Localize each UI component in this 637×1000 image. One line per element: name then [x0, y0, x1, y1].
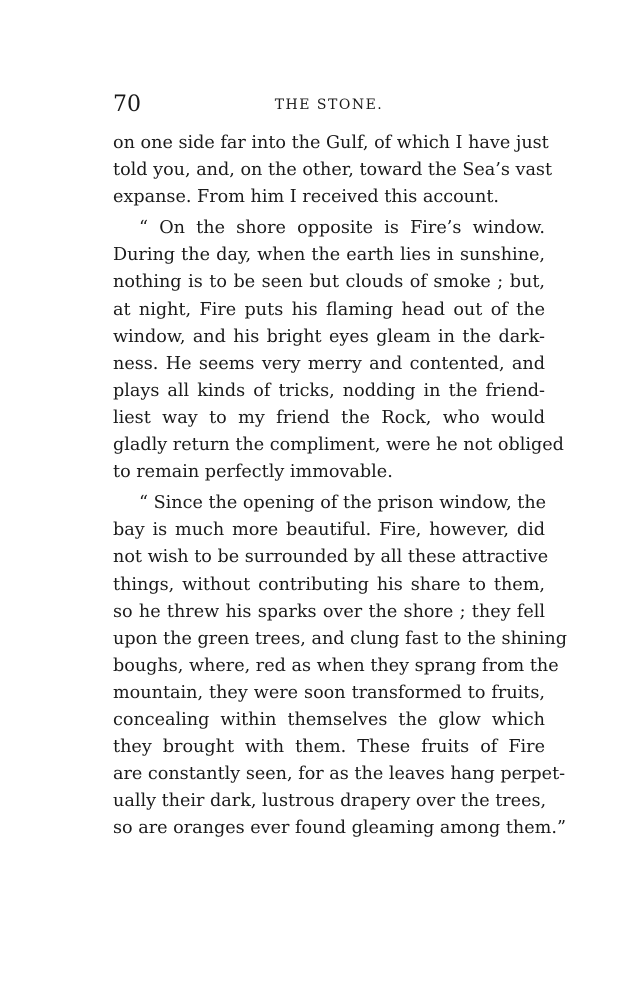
text-line: ness. He seems very merry and contented, and — [113, 353, 545, 374]
text-line: ually their dark, lustrous drapery over the trees, — [113, 791, 547, 812]
text-line: to remain perfectly immovable. — [113, 462, 393, 483]
text-line: mountain, they were soon transformed to fruits, — [113, 682, 545, 703]
text-line: not wish to be surrounded by all these attractive — [113, 547, 549, 568]
text-line: they brought with them. These fruits of Fire — [113, 737, 545, 758]
text-line: “ On the shore opposite is Fire’s window. — [139, 218, 545, 239]
text-line: so he threw his sparks over the shore ; they fell — [113, 601, 545, 622]
text-line: window, and his bright eyes gleam in the dark- — [113, 326, 545, 347]
page-number: 70 — [113, 92, 141, 117]
text-line: are constantly seen, for as the leaves hang perpet- — [113, 764, 566, 785]
text-line: so are oranges ever found gleaming among them.” — [113, 818, 566, 839]
text-line: boughs, where, red as when they sprang from the — [113, 655, 559, 676]
text-line: told you, and, on the other, toward the Sea’s vast — [113, 160, 553, 181]
text-line: gladly return the compliment, were he not obliged — [113, 435, 564, 456]
text-line: “ Since the opening of the prison window, the — [139, 493, 547, 514]
paragraph-1 — [113, 130, 553, 211]
text-line: expanse. From him I received this account. — [113, 187, 499, 208]
text-line: plays all kinds of tricks, nodding in the friend- — [113, 380, 545, 401]
paragraph-3 — [113, 490, 568, 842]
text-line: bay is much more beautiful. Fire, however, did — [113, 520, 545, 541]
text-line: upon the green trees, and clung fast to the shining — [113, 628, 568, 649]
running-head: THE STONE. — [274, 97, 384, 113]
text-line: at night, Fire puts his flaming head out of the — [113, 299, 545, 320]
page-header — [113, 88, 545, 122]
text-line: on one side far into the Gulf, of which I have just — [113, 133, 549, 153]
page-body — [113, 130, 568, 842]
text-line: nothing is to be seen but clouds of smoke ; but, — [113, 272, 545, 293]
text-line: During the day, when the earth lies in sunshine, — [113, 245, 545, 266]
paragraph-2 — [113, 215, 564, 486]
text-line: liest way to my friend the Rock, who would — [113, 407, 545, 428]
text-line: things, without contributing his share to them, — [113, 574, 545, 595]
text-line: concealing within themselves the glow which — [113, 709, 545, 730]
